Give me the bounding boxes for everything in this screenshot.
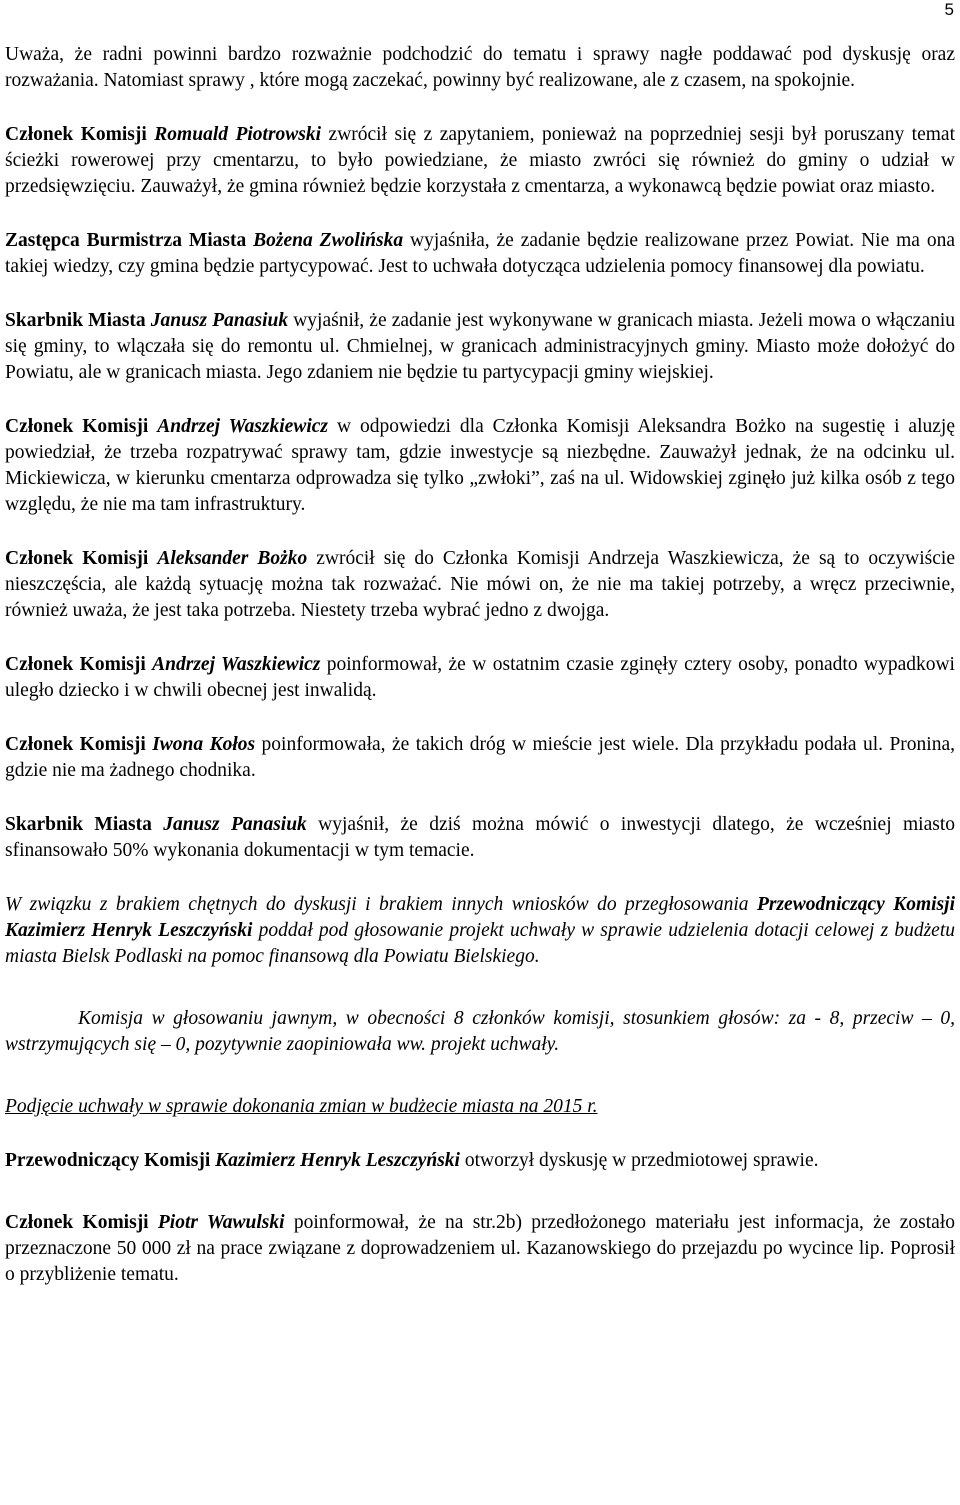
speaker-name: Bożena Zwolińska [253, 230, 404, 251]
paragraph-text: poinformował, że w ostatnim czasie zginęły cztery osoby, ponadto wypadkowi uległo dziecko i w chwili obecnej jest inwalidą. [5, 654, 955, 701]
speaker-title: Członek Komisji [5, 734, 146, 755]
speaker-title: Członek Komisji [5, 548, 149, 569]
page-number: 5 [944, 0, 954, 19]
speaker-title: Członek Komisji [5, 1212, 149, 1233]
paragraph-text: zwrócił się do Członka Komisji Andrzeja Waszkiewicza, że są to oczywiście nieszczęścia, ale każdą sytuację można tak rozważać. Nie mówi on, że nie ma takiej potrzeby, a wręcz przeciwnie, również uważa, że jest taka potrzeba. Niestety trzeba wybrać jedno z dwojga. [5, 548, 955, 621]
paragraph-text: poddał pod głosowanie projekt uchwały w sprawie udzielenia dotacji celowej z budżetu miasta Bielsk Podlaski na pomoc finansową dla Powiatu Bielskiego. [5, 920, 955, 967]
paragraph-4 [5, 308, 955, 386]
paragraph-7 [5, 652, 955, 704]
speaker-name: Janusz Panasiuk [150, 310, 289, 331]
paragraph-5 [5, 414, 955, 518]
speaker-name: Piotr Wawulski [157, 1212, 285, 1233]
speaker-title: Członek Komisji [5, 124, 147, 145]
paragraph-2 [5, 122, 955, 200]
paragraph-text: w odpowiedzi dla Członka Komisji Aleksandra Bożko na sugestię i aluzję powiedział, że trzeba rozpatrywać sprawy tam, gdzie inwestycje są niezbędne. Zauważył jednak, że na odcinku ul. Mickiewicza, w kierunku cmentarza odprowadza się tylko „zwłoki”, zaś na ul. Widowskiej zginęło już kilka osób z tego względu, że nie ma tam infrastruktury. [5, 416, 955, 515]
speaker-title: Członek Komisji [5, 416, 149, 437]
paragraph-text: Uważa, że radni powinni bardzo rozważnie podchodzić do tematu i sprawy nagłe poddawać pod dyskusję oraz rozważania. Natomiast sprawy , które mogą zaczekać, powinny być realizowane, ale z czasem, na spokojnie. [5, 44, 955, 91]
paragraph-1 [5, 42, 955, 94]
paragraph-8 [5, 732, 955, 784]
paragraph-9 [5, 812, 955, 864]
speaker-title: Zastępca Burmistrza Miasta [5, 230, 247, 251]
speaker-name: Andrzej Waszkiewicz [157, 416, 328, 437]
speaker-name: Romuald Piotrowski [154, 124, 322, 145]
paragraph-text: poinformowała, że takich dróg w mieście jest wiele. Dla przykładu podała ul. Pronina, gdzie nie ma żadnego chodnika. [5, 734, 955, 781]
paragraph-text: wyjaśnił, że zadanie jest wykonywane w granicach miasta. Jeżeli mowa o włączaniu się gminy, to wlączała się do remontu ul. Chmielnej, w granicach administracyjnych gminy. Miasto może dołożyć do Powiatu, ale w granicach miasta. Jego zdaniem nie będzie tu partycypacji gminy wiejskiej. [5, 310, 955, 383]
speaker-title: Skarbnik Miasta [5, 310, 146, 331]
speaker-name: Janusz Panasiuk [163, 814, 307, 835]
paragraph-text: Komisja w głosowaniu jawnym, w obecności 8 członków komisji, stosunkiem głosów: za - 8, przeciw – 0, wstrzymujących się – 0, pozytywnie zaopiniowała ww. projekt uchwały. [5, 1008, 955, 1055]
paragraph-text: wyjaśnił, że dziś można mówić o inwestycji dlatego, że wcześniej miasto sfinansowało 50% wykonania dokumentacji w tym temacie. [5, 814, 955, 861]
speaker-name: Aleksander Bożko [157, 548, 308, 569]
paragraph-text: W związku z brakiem chętnych do dyskusji i brakiem innych wniosków do przegłosowania [5, 894, 757, 915]
speaker-title: Przewodniczący Komisji [5, 1150, 211, 1171]
paragraph-text: wyjaśniła, że zadanie będzie realizowane przez Powiat. Nie ma ona takiej wiedzy, czy gmina będzie partycypować. Jest to uchwała dotycząca udzielenia pomocy finansowej dla powiatu. [5, 230, 955, 277]
paragraph-6 [5, 546, 955, 624]
paragraph-14 [5, 1210, 955, 1288]
paragraph-text: zwrócił się z zapytaniem, ponieważ na poprzedniej sesji był poruszany temat ścieżki rowerowej przy cmentarzu, to było powiedziane, że miasto zwróci się również do gminy o udział w przedsięwzięciu. Zauważył, że gmina również będzie korzystała z cmentarza, a wykonawcą będzie powiat oraz miasto. [5, 124, 955, 197]
document-page [5, 0, 955, 1316]
speaker-name: Kazimierz Henryk Leszczyński [215, 1150, 460, 1171]
voting-result-paragraph [5, 1006, 955, 1058]
speaker-title: Przewodniczący Komisji [756, 894, 955, 915]
paragraph-3 [5, 228, 955, 280]
agenda-item-heading [5, 1094, 955, 1120]
agenda-item-text: Podjęcie uchwały w sprawie dokonania zmian w budżecie miasta na 2015 r. [5, 1096, 598, 1117]
speaker-name: Iwona Kołos [152, 734, 256, 755]
speaker-title: Członek Komisji [5, 654, 146, 675]
paragraph-10 [5, 892, 955, 970]
paragraph-text: poinformował, że na str.2b) przedłożonego materiału jest informacja, że zostało przeznaczone 50 000 zł na prace związane z doprowadzeniem ul. Kazanowskiego do przejazdu po wycince lip. Poprosił o przybliżenie tematu. [5, 1212, 955, 1285]
paragraph-13 [5, 1148, 955, 1174]
paragraph-text: otworzył dyskusję w przedmiotowej sprawie. [459, 1150, 819, 1171]
speaker-name: Kazimierz Henryk Leszczyński [5, 920, 253, 941]
speaker-name: Andrzej Waszkiewicz [152, 654, 321, 675]
speaker-title: Skarbnik Miasta [5, 814, 152, 835]
